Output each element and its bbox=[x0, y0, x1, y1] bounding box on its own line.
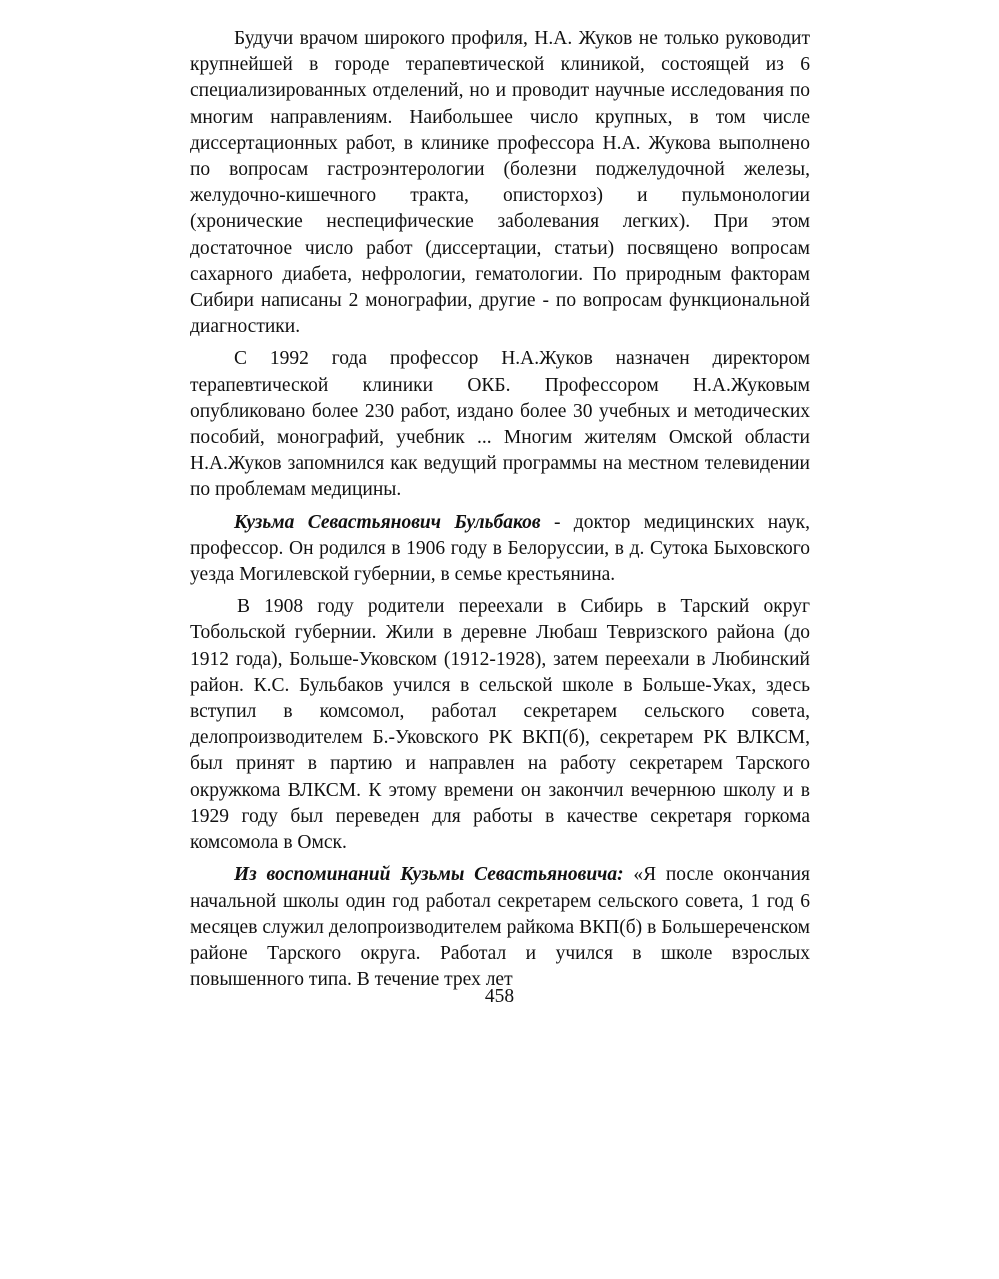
paragraph-text: С 1992 года профессор Н.А.Жуков назначен директором терапевтической клиники ОКБ. Профессором Н.А.Жуковым опубликовано более 230 работ, издано более 30 учебных и методических пособий, монографий, учебник ... Многим жителям Омской области Н.А.Жуков запомнился как ведущий программы на местном телевидении по проблемам медицины. bbox=[190, 348, 810, 501]
paragraph-bulbakov-youth bbox=[190, 594, 810, 856]
paragraph-text: - доктор медицинских наук, профессор. Он родился в 1906 году в Белоруссии, в д. Сутока Быховского уезда Могилевской губернии, в семье крестьянина. bbox=[190, 511, 810, 586]
paragraph-bulbakov-memoirs bbox=[190, 862, 810, 993]
paragraph-text: «Я после окончания начальной школы один год работал секретарем сельского совета, 1 год 6 месяцев служил делопроизводителем райкома ВКП(б) в Большереченском районе Тарского округа. Работал и учился в школе взрослых повышенного типа. В течение трех лет bbox=[190, 864, 810, 991]
paragraph-zhukov-director bbox=[190, 346, 810, 503]
paragraph-text: В 1908 году родители переехали в Сибирь в Тарский округ Тобольской губернии. Жили в деревне Любаш Тевризского района (до 1912 года), Больше-Уковском (1912-1928), затем переехали в Любинский район. К.С. Бульбаков учился в сельской школе в Больше-Уках, здесь вступил в комсомол, работал секретарем сельского совета, делопроизводителем Б.-Уковского РК ВКП(б), секретарем РК ВЛКСМ, был принят в партию и направлен на работу секретарем Тарского окружкома ВЛКСМ. К этому времени он закончил вечернюю школу и в 1929 году был переведен для работы в качестве секретаря горкома комсомола в Омск. bbox=[190, 596, 810, 854]
paragraph-bulbakov-intro bbox=[190, 510, 810, 589]
paragraph-lead-memoirs: Из воспоминаний Кузьмы Севастьяновича: bbox=[234, 864, 624, 886]
paragraph-zhukov-research bbox=[190, 26, 810, 340]
paragraph-lead-name: Кузьма Севастьянович Бульбаков bbox=[234, 511, 541, 533]
page-number: 458 bbox=[484, 986, 515, 1007]
page-body bbox=[190, 26, 810, 999]
paragraph-text: Будучи врачом широкого профиля, Н.А. Жуков не только руководит крупнейшей в городе терапевтической клиникой, состоящей из 6 специализированных отделений, но и проводит научные исследования по многим направлениям. Наибольшее число крупных, в том числе диссертационных работ, в клинике профессора Н.А. Жукова выполнено по вопросам гастроэнтерологии (болезни поджелудочной железы, желудочно-кишечного тракта, описторхоз) и пульмонологии (хронические неспецифические заболевания легких). При этом достаточное число работ (диссертации, статьи) посвящено вопросам сахарного диабета, нефрологии, гематологии. По природным факторам Сибири написаны 2 монографии, другие - по вопросам функциональной диагностики. bbox=[190, 28, 810, 338]
